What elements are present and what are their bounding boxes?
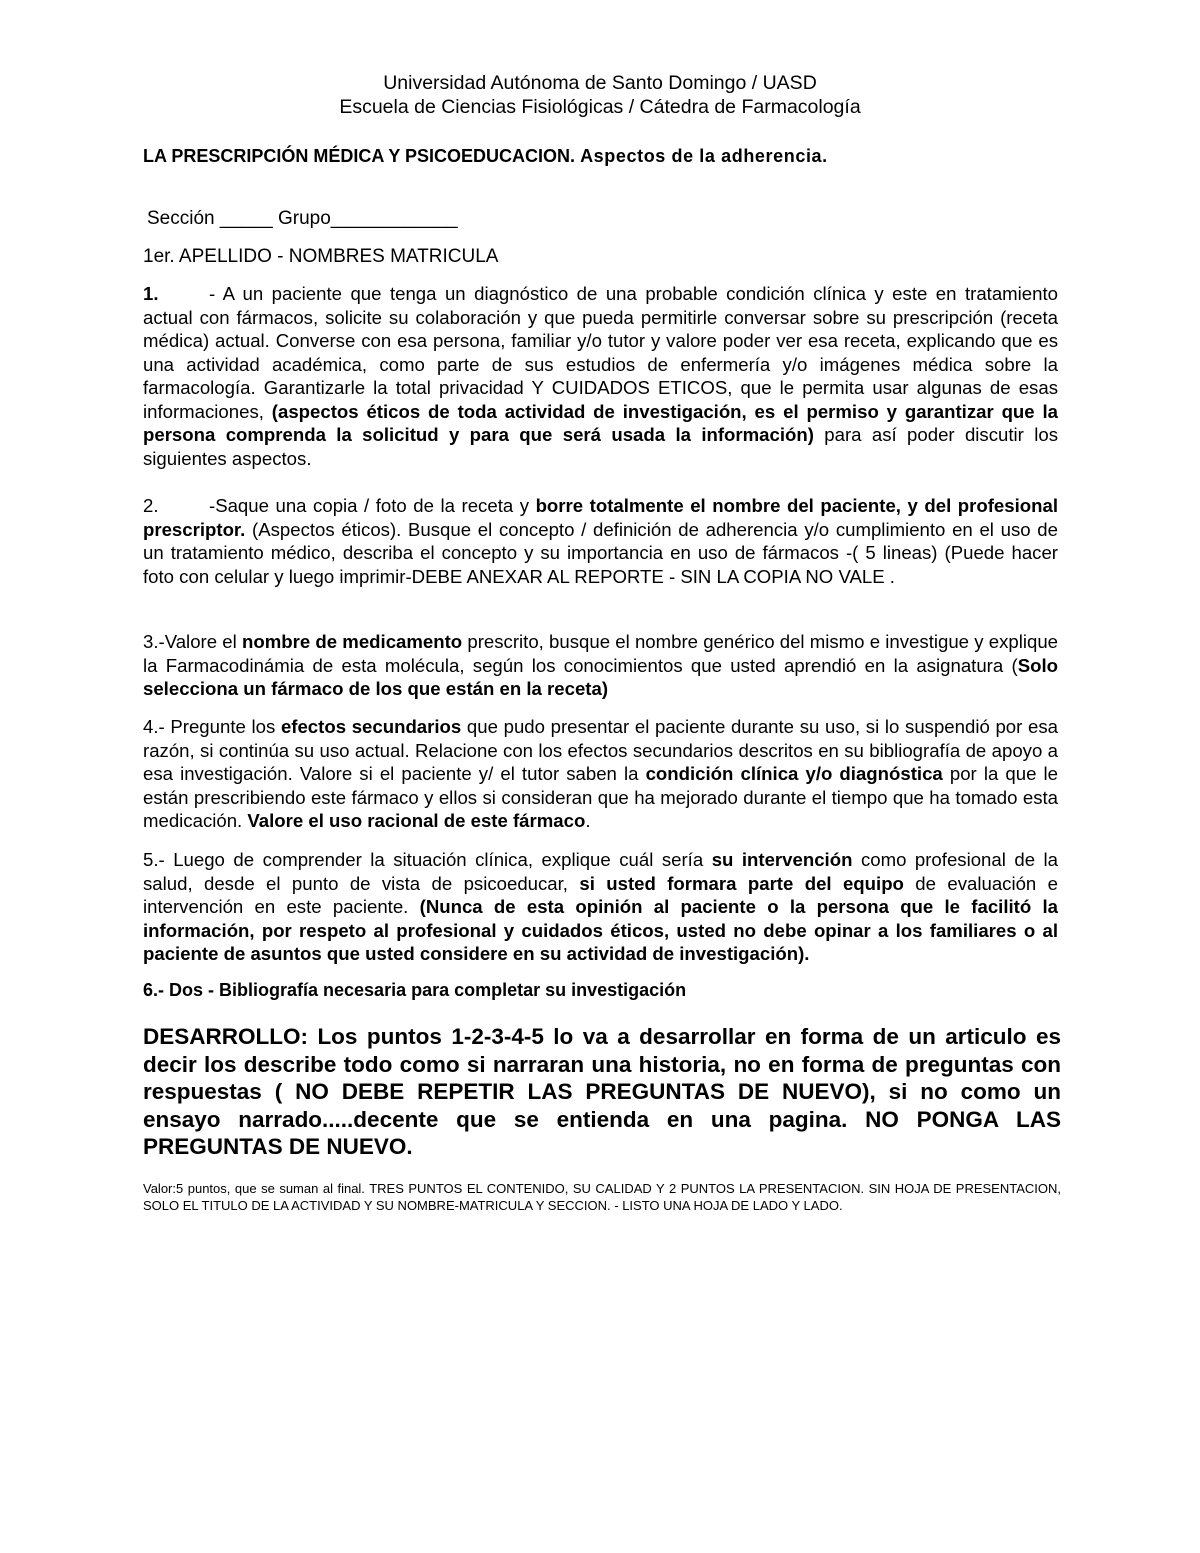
question-1 [143, 282, 1058, 470]
school-name: Escuela de Ciencias Fisiológicas / Cátedra de Farmacología [339, 96, 861, 118]
question-4-text-d: . [585, 810, 591, 831]
question-1-number: 1. [143, 283, 159, 304]
question-6: 6.- Dos - Bibliografía necesaria para completar su investigación [143, 980, 687, 1000]
question-3 [143, 630, 1058, 701]
question-5-bold-a: su intervención [711, 849, 853, 870]
seccion-grupo-line: Sección _____ Grupo____________ [147, 208, 458, 229]
question-5-text-c: de evaluación e intervención en este paciente. [143, 872, 1058, 917]
question-2-bold: borre totalmente el nombre del paciente, y del profesional prescriptor. [143, 495, 1058, 540]
question-4-bold-a: efectos secundarios [280, 716, 462, 737]
question-4-bold-c: Valore el uso racional de este fármaco [247, 810, 586, 831]
question-1-tail: para así poder discutir los siguientes aspectos. [143, 424, 1058, 469]
apellido-nombres-line: 1er. APELLIDO - NOMBRES MATRICULA [143, 246, 499, 267]
question-2-text-a: -Saque una copia / foto de la receta y [209, 495, 530, 516]
question-2-number: 2. [143, 495, 159, 516]
grading-note: Valor:5 puntos, que se suman al final. TRES PUNTOS EL CONTENIDO, SU CALIDAD Y 2 PUNTOS LA PRESENTACION. SIN HOJA DE PRESENTACION, SOLO EL TITULO DE LA ACTIVIDAD Y SU NOMBRE-MATRICULA Y SECCION. - LISTO UNA HOJA DE LADO Y LADO. [143, 1181, 1061, 1213]
question-4-text-c: por la que le están prescribiendo este fármaco y ellos si consideran que ha mejorado durante el tiempo que ha tomado esta medicación. [143, 763, 1059, 831]
university-name: Universidad Autónoma de Santo Domingo / UASD [383, 72, 817, 94]
title-subtitle: Aspectos de la adherencia. [580, 146, 828, 166]
question-2-text-b: (Aspectos éticos). Busque el concepto / definición de adherencia y/o cumplimiento en el uso de un tratamiento médico, describa el concepto y su importancia en uso de fármacos -( 5 lineas) (Puede hacer foto con celular y luego imprimir-DEBE ANEXAR AL REPORTE - SIN LA COPIA NO VALE . [143, 518, 1058, 587]
question-4-text-a: 4.- Pregunte los [143, 716, 276, 737]
question-1-bold: (aspectos éticos de toda actividad de investigación, es el permiso y garantizar que la persona comprenda la solicitud y para que será usada la información) [143, 400, 1058, 445]
question-5-text-b: como profesional de la salud, desde el punto de vista de psicoeducar, [143, 849, 1059, 894]
question-4 [143, 715, 1058, 833]
question-5-bold-c: (Nunca de esta opinión al paciente o la persona que le facilitó la información, por respeto al profesional y cuidados éticos, usted no debe opinar a los familiares o al paciente de asuntos que usted considere en su actividad de investigación). [143, 896, 1058, 964]
question-3-bold-a: nombre de medicamento [241, 631, 463, 652]
question-5 [143, 848, 1058, 966]
document-title [143, 146, 828, 167]
desarrollo-instructions: DESARROLLO: Los puntos 1-2-3-4-5 lo va a desarrollar en forma de un articulo es decir los describe todo como si narraran una historia, no en forma de preguntas con respuestas ( NO DEBE REPETIR LAS PREGUNTAS DE NUEVO), si no como un ensayo narrado.....decente que se entienda en una pagina. NO PONGA LAS PREGUNTAS DE NUEVO. [143, 1024, 1061, 1159]
question-3-text-b: prescrito, busque el nombre genérico del mismo e investigue y explique la Farmacodinámia de esta molécula, según los conocimientos que usted aprendió en la asignatura ( [143, 631, 1058, 676]
title-main: LA PRESCRIPCIÓN MÉDICA Y PSICOEDUCACION. [143, 146, 576, 166]
question-5-bold-b: si usted formara parte del equipo [579, 872, 904, 894]
question-3-text-a: 3.-Valore el [143, 631, 237, 652]
question-3-bold-b: Solo selecciona un fármaco de los que están en la receta) [143, 654, 1058, 699]
question-1-text: - A un paciente que tenga un diagnóstico de una probable condición clínica y este en tratamiento actual con fármacos, solicite su colaboración y que pueda permitirle conversar sobre su prescripción (receta médica) actual. Converse con esa persona, familiar y/o tutor y valore poder ver esa receta, explicando que es una actividad académica, como parte de sus estudios de enfermería y/o imágenes médica sobre la farmacología. Garantizarle la total privacidad Y CUIDADOS ETICOS, que le permita usar algunas de esas informaciones, [143, 283, 1058, 422]
question-4-bold-b: condición clínica y/o diagnóstica [645, 763, 943, 784]
question-4-text-b: que pudo presentar el paciente durante su uso, si lo suspendió por esa razón, si continúa su uso actual. Relacione con los efectos secundarios descritos en su bibliografía de apoyo a esa investigación. Valore si el paciente y/ el tutor saben la [143, 716, 1058, 784]
question-5-text-a: 5.- Luego de comprender la situación clínica, explique cuál sería [143, 849, 704, 870]
question-2 [143, 494, 1058, 588]
